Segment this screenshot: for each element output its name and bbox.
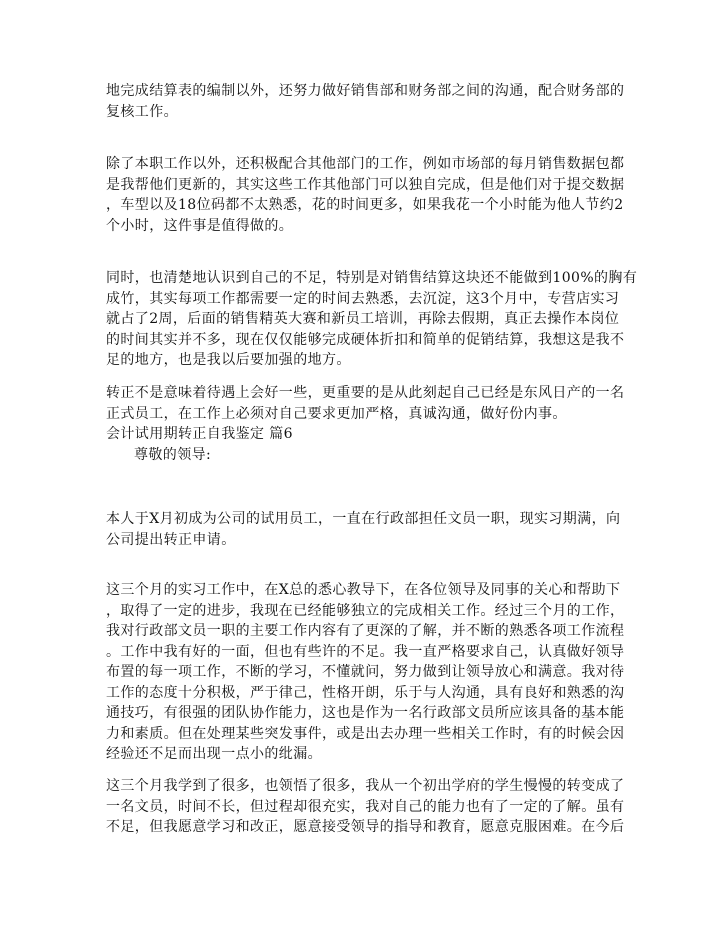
text-line: 布置的每一项工作，不断的学习，不懂就问，努力做到让领导放心和满意。我对待: [106, 664, 625, 680]
text-line: 这三个月的实习工作中，在X总的悉心教导下，在各位领导及同事的关心和帮助下: [106, 582, 621, 598]
text-line: ，取得了一定的进步，我现在已经能够独立的完成相关工作。经过三个月的工作，: [106, 602, 625, 619]
salutation-text: 尊敬的领导:: [134, 447, 212, 463]
paragraph-shortcomings: [106, 268, 638, 371]
salutation: [134, 445, 654, 466]
text-line: 本人于X月初成为公司的试用员工，一直在行政部担任文员一职，现实习期满，向: [106, 511, 621, 527]
text-line: 足的地方，也是我以后要加强的地方。: [106, 352, 351, 368]
paragraph-conclusion: [106, 383, 626, 424]
text-line: 。工作中我有好的一面，但也有些许的不足。我一直严格要求自己，认真做好领导: [106, 643, 625, 660]
text-line: 个小时，这件事是值得做的。: [106, 217, 294, 234]
text-line: 复核工作。: [106, 103, 178, 120]
text-line: 地完成结算表的编制以外，还努力做好销售部和财务部之间的沟通，配合财务部的: [106, 83, 625, 99]
text-line: 是我帮他们更新的，其实这些工作其他部门可以独自完成，但是他们对于提交数据: [106, 176, 625, 193]
text-line: 同时，也清楚地认识到自己的不足，特别是对销售结算这块还不能做到100%的胸有: [106, 270, 638, 286]
paragraph-cooperation: [106, 154, 626, 236]
text-line: 的时间其实并不多，现在仅仅能够完成硬体折扣和简单的促销结算，我想这是我不: [106, 331, 625, 348]
text-line: 我对行政部文员一职的主要工作内容有了更深的了解，并不断的熟悉各项工作流程: [106, 623, 625, 639]
heading-text: 会计试用期转正自我鉴定 篇6: [106, 426, 293, 442]
text-line: 成竹，其实每项工作都需要一定的时间去熟悉，去沉淀，这3个月中，专营店实习: [106, 290, 620, 307]
text-line: 一名文员，时间不长，但过程却很充实，我对自己的能力也有了一定的了解。虽有: [106, 798, 625, 815]
text-line: 正式员工，在工作上必须对自己要求更加严格，真诚沟通，做好份内事。: [106, 405, 567, 422]
text-line: 力和素质。但在处理某些突发事件，或是出去办理一些相关工作时，有的时候会因: [106, 725, 625, 742]
text-line: 通技巧，有很强的团队协作能力，这也是作为一名行政部文员所应该具备的基本能: [106, 705, 625, 721]
text-line: 不足，但我愿意学习和改正，愿意接受领导的指导和教育，愿意克服困难。在今后: [106, 819, 625, 835]
text-line: 工作的态度十分积极，严于律己，性格开朗，乐于与人沟通，具有良好和熟悉的沟: [106, 684, 625, 701]
text-line: 这三个月我学到了很多，也领悟了很多，我从一个初出学府的学生慢慢的转变成了: [106, 778, 625, 794]
paragraph-learning: [106, 776, 626, 838]
text-line: 就占了2周，后面的销售精英大赛和新员工培训，再除去假期，真正去操作本岗位: [106, 311, 620, 327]
paragraph-internship: [106, 580, 626, 765]
text-line: ，车型以及18位码都不太熟悉，花的时间更多，如果我花一个小时能为他人节约2: [106, 197, 624, 213]
section-heading: [106, 424, 626, 445]
text-line: 转正不是意味着待遇上会好一些，更重要的是从此刻起自己已经是东风日产的一名: [106, 385, 625, 401]
text-line: 经验还不足而出现一点小的纰漏。: [106, 746, 322, 762]
text-line: 除了本职工作以外，还积极配合其他部门的工作，例如市场部的每月销售数据包都: [106, 156, 625, 172]
paragraph-introduction: [106, 509, 626, 550]
text-line: 公司提出转正申请。: [106, 531, 236, 548]
paragraph-settlement: [106, 81, 626, 122]
